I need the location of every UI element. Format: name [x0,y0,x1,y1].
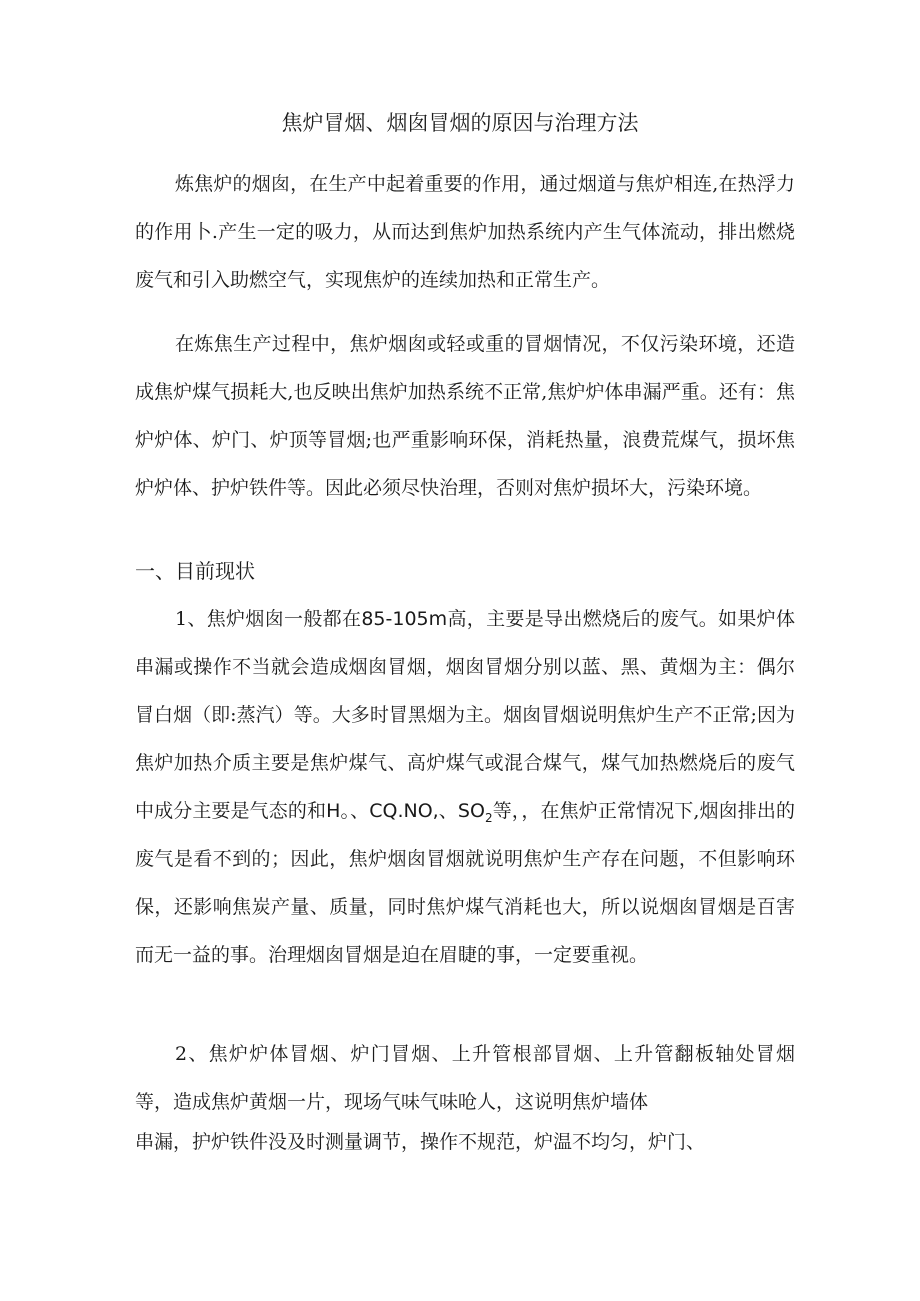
second-paragraph: 在炼焦生产过程中，焦炉烟囱或轻或重的冒烟情况，不仅污染环境，还造成焦炉煤气损耗大,也反映出焦炉加热系统不正常,焦炉炉体串漏严重。还有：焦炉炉体、炉门、炉顶等冒烟;也严重影响环保，消耗热量，浪费荒煤气，损坏焦炉炉体、护炉铁件等。因此必须尽快治理，否则对焦炉损坏大，污染环境。 [135,333,795,499]
item-1-subscript: 2 [484,810,493,825]
item-1-paragraph [135,595,795,979]
item-2-paragraph: 2、焦炉炉体冒烟、炉门冒烟、上升管根部冒烟、上升管翻板轴处冒烟等，造成焦炉黄烟一片，现场气味气味呛人，这说明焦炉墙体 [135,1043,795,1113]
intro-paragraph: 炼焦炉的烟囱，在生产中起着重要的作用，通过烟道与焦炉相连,在热浮力的作用卜.产生一定的吸力，从而达到焦炉加热系统内产生气体流动，排出燃烧废气和引入助燃空气，实现焦炉的连续加热和正常生产。 [135,173,795,291]
item-1-text-c: 等，，在焦炉正常情况下,烟囱排出的废气是看不到的；因此，焦炉烟囱冒烟就说明焦炉生产存在问题，不但影响环保，还影响焦炭产量、质量，同时焦炉煤气消耗也大，所以说烟囱冒烟是百害而无一益的事。治理烟囱冒烟是迫在眉睫的事，一定要重视。 [135,800,795,966]
item-1-text-a: 1、焦炉烟囱一般都在 [175,608,362,630]
item-1-chemical-formulas: H。、CQ.NO,、SO [326,800,485,822]
document-title: 焦炉冒烟、烟囱冒烟的原因与治理方法 [281,111,639,135]
section-heading-current-status: 一、目前现状 [135,559,255,583]
item-2-continuation-line: 串漏，护炉铁件没及时测量调节，操作不规范，炉温不均匀，炉门、 [135,1131,706,1153]
item-1-chimney-height: 85-105m [361,608,448,630]
item-1-text-b: 高，主要是导出燃烧后的废气。如果炉体串漏或操作不当就会造成烟囱冒烟，烟囱冒烟分别以蓝、黑、黄烟为主：偶尔冒白烟（即:蒸汽）等。大多时冒黑烟为主。烟囱冒烟说明焦炉生产不正常;因为焦炉加热介质主要是焦炉煤气、高炉煤气或混合煤气，煤气加热燃烧后的废气中成分主要是气态的和 [135,608,795,822]
